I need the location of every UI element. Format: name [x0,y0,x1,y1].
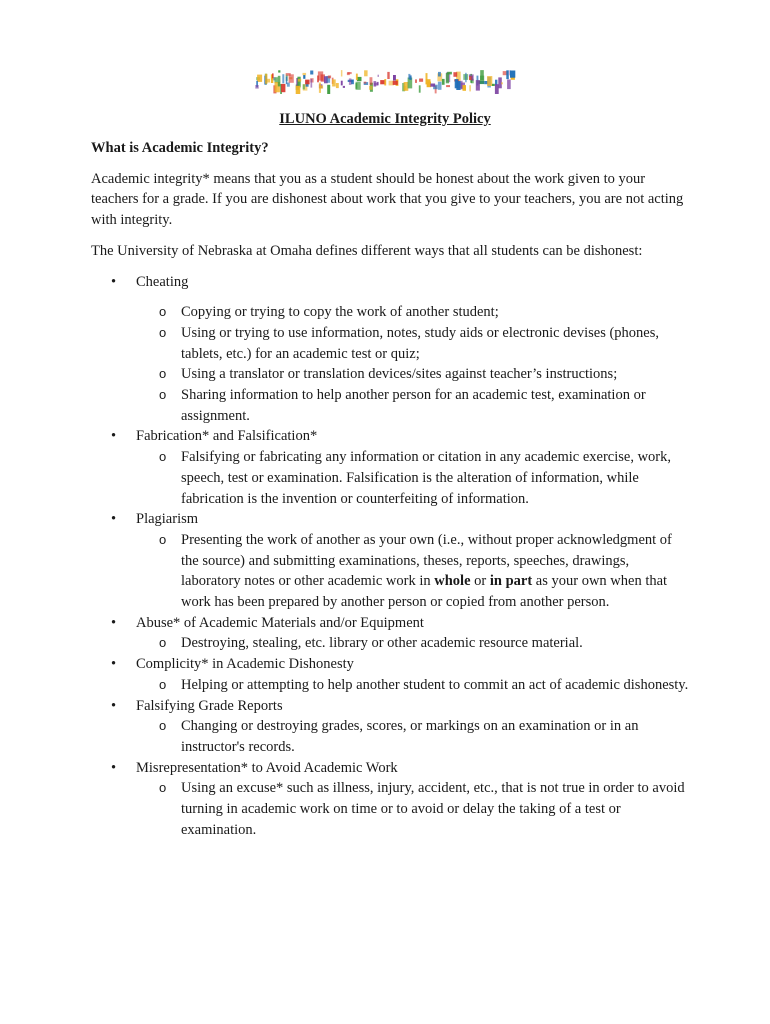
sublist-item: o Falsifying or fabricating any information or citation in any academic exercise, work, speech, test or examination. Falsification is the alteration of information, while fabrication is the invention or counterfeiting of information. [159,449,672,507]
list-item-label: Falsifying Grade Reports [136,697,283,714]
dishonesty-list [91,272,691,841]
sublist-item: o Using or trying to use information, notes, study aids or electronic devises (phones, tablets, etc.) for an academic test or quiz; [159,324,660,362]
sublist [136,778,691,840]
school-logo-image [255,66,517,94]
sublist-item: o Changing or destroying grades, scores, or markings on an examination or in an instructor's records. [159,718,639,755]
sublist [136,530,691,613]
list-item-complicity [91,654,691,695]
list-item-fabrication [91,426,691,509]
sublist-item: o Helping or attempting to help another student to commit an act of academic dishonesty. [136,675,691,696]
sub-bullet-icon: o [159,635,167,651]
sub-bullet-icon: o [159,531,167,547]
bullet-icon: • [111,614,117,631]
document-title: ILUNO Academic Integrity Policy [279,111,491,127]
emphasis-in-part: in part [489,573,533,590]
list-item-plagiarism [91,509,691,613]
sub-bullet-icon: o [159,304,167,320]
bullet-icon: • [111,273,117,290]
bullet-icon: • [111,428,117,445]
list-item-label: Fabrication* and Falsification* [136,428,318,445]
bullet-icon: • [111,697,117,714]
lead-paragraph: The University of Nebraska at Omaha defines different ways that all students can be dishonest: [91,242,643,259]
document-body [91,138,691,841]
sublist-item: o Destroying, stealing, etc. library or other academic resource material. [136,633,691,654]
sublist [136,633,691,654]
list-item-misrepresentation [91,758,691,841]
sub-bullet-icon: o [159,676,167,692]
list-item-label: Misrepresentation* to Avoid Academic Work [136,759,398,776]
list-item-falsifying-grades [91,696,691,758]
sub-bullet-icon: o [159,324,167,340]
list-item-label: Complicity* in Academic Dishonesty [136,656,354,673]
sublist-item: o Presenting the work of another as your own (i.e., without proper acknowledgment of the source) and submitting examinations, theses, reports, speeches, drawings, laboratory notes or other academic work in whole or in part as your own when that work has been prepared by another person or copied from another person. [159,531,672,611]
list-item-label: Plagiarism [136,511,199,528]
sub-bullet-icon: o [159,718,167,734]
list-item-abuse [91,613,691,654]
list-item-cheating [91,272,691,427]
emphasis-whole: whole [434,573,471,590]
sublist-item: o Using a translator or translation devices/sites against teacher’s instructions; [136,364,691,385]
sublist [136,302,691,426]
bullet-icon: • [111,511,117,528]
sublist-item: o Copying or trying to copy the work of another student; [136,302,691,323]
bullet-icon: • [111,759,117,776]
sublist [136,447,691,509]
bullet-icon: • [111,656,117,673]
list-item-label: Cheating [136,273,189,290]
section-heading: What is Academic Integrity? [91,140,269,156]
sublist [136,675,691,696]
sub-bullet-icon: o [159,780,167,796]
sub-bullet-icon: o [159,449,167,465]
sub-bullet-icon: o [159,387,167,403]
sub-bullet-icon: o [159,366,167,382]
intro-paragraph: Academic integrity* means that you as a student should be honest about the work given to your teachers for a grade. If you are dishonest about work that you give to your teachers, you are not acting with integrity. [91,170,684,229]
list-item-label: Abuse* of Academic Materials and/or Equipment [136,614,424,631]
sublist-item: o Using an excuse* such as illness, injury, accident, etc., that is not true in order to avoid turning in academic work on time or to avoid or delay the taking of a test or examination. [159,780,685,838]
sublist [136,716,691,757]
sublist-item: o Sharing information to help another person for an academic test, examination or assignment. [159,387,646,424]
